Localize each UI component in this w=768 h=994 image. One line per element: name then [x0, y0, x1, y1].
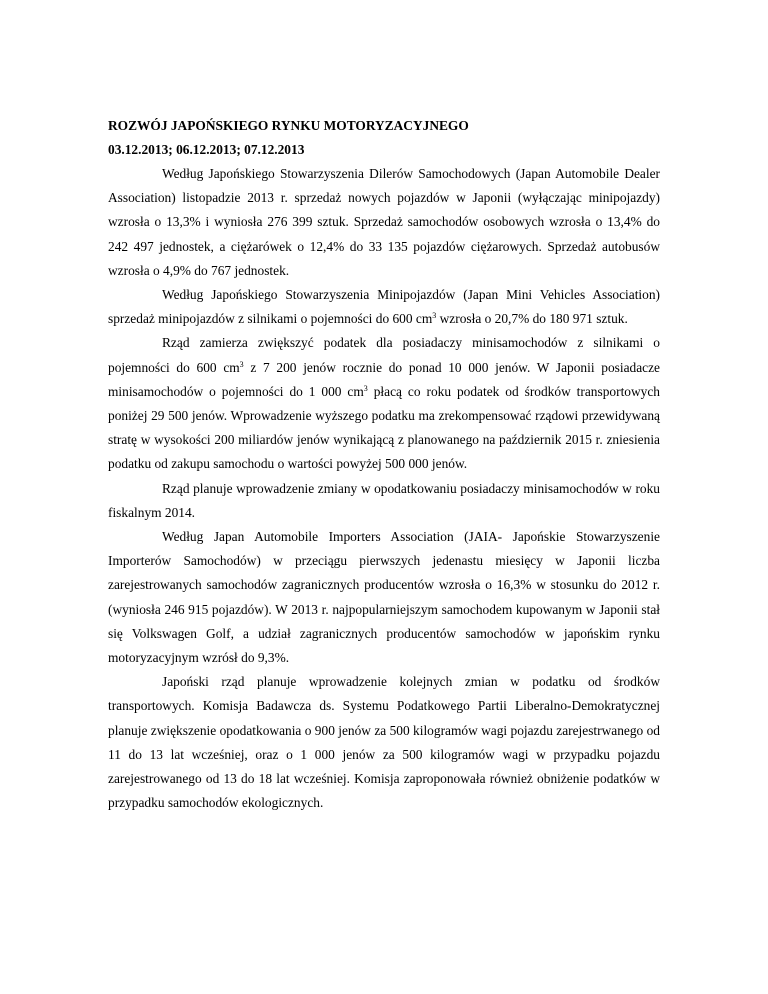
paragraph-transport-tax: Japoński rząd planuje wprowadzenie kolejnych zmian w podatku od środków transportowych. Komisja Badawcza ds. Systemu Podatkowego Partii Liberalno-Demokratycznej planuje zwiększenie opodatkowania o 900 jenów za 500 kilogramów wagi pojazdu zarejestrwanego od 11 do 13 lat wcześniej, oraz o 1 000 jenów za 500 kilogramów wagi w przypadku pojazdu zarejestrowanego od 13 do 18 lat wcześniej. Komisja zaproponowała również obniżenie podatków w przypadku samochodów ekologicznych. [108, 674, 660, 811]
paragraph-text: wzrosła o 20,7% do 180 971 sztuk. [436, 311, 628, 327]
paragraph-tax-increase [108, 331, 660, 476]
superscript: 3 [363, 383, 368, 393]
paragraph-dealer-sales: Według Japońskiego Stowarzyszenia Dilerów Samochodowych (Japan Automobile Dealer Association) listopadzie 2013 r. sprzedaż nowych pojazdów w Japonii (wyłączając minipojazdy) wzrosła o 13,3% i wyniosła 276 399 sztuk. Sprzedaż samochodów osobowych wzrosła o 13,4% do 242 497 jednostek, a ciężarówek o 12,4% do 33 135 pojazdów ciężarowych. Sprzedaż autobusów wzrosła o 4,9% do 767 jednostek. [108, 166, 660, 278]
paragraph-mini-vehicles [108, 283, 660, 331]
paragraph-importers: Według Japan Automobile Importers Association (JAIA- Japońskie Stowarzyszenie Importerów Samochodów) w przeciągu pierwszych jedenastu miesięcy w Japonii liczba zarejestrowanych samochodów zagranicznych producentów wzrosła o 16,3% w stosunku do 2012 r. (wyniosła 246 915 pojazdów). W 2013 r. najpopularniejszym samochodem kupowanym w Japonii stał się Volkswagen Golf, a udział zagranicznych producentów samochodów w japońskim rynku motoryzacyjnym wzrósł do 9,3%. [108, 529, 660, 666]
document-dates: 03.12.2013; 06.12.2013; 07.12.2013 [108, 142, 305, 157]
paragraph-text: płacą co roku podatek od środków transportowych poniżej 29 500 jenów. Wprowadzenie wyższego podatku ma zrekompensować rządowi przewidywaną stratę w wysokości 200 miliardów jenów wynikającą z planowanego na październik 2015 r. zniesienia podatku od zakupu samochodu o wartości powyżej 500 000 jenów. [108, 383, 660, 472]
paragraph-text: z 7 200 jenów rocznie do ponad 10 000 jenów. W Japonii posiadacze minisamochodów o pojemności do 1 000 cm [108, 359, 660, 399]
superscript: 3 [432, 311, 437, 321]
document-page [108, 114, 660, 815]
document-title: ROZWÓJ JAPOŃSKIEGO RYNKU MOTORYZACYJNEGO [108, 118, 469, 133]
superscript: 3 [239, 359, 244, 369]
paragraph-text: Rząd zamierza zwiększyć podatek dla posiadaczy minisamochodów z silnikami o pojemności do 600 cm [108, 335, 660, 375]
paragraph-text: Według Japońskiego Stowarzyszenia Minipojazdów (Japan Mini Vehicles Association) sprzedaż minipojazdów z silnikami o pojemności do 600 cm [108, 287, 660, 327]
paragraph-fiscal-year: Rząd planuje wprowadzenie zmiany w opodatkowaniu posiadaczy minisamochodów w roku fiskalnym 2014. [108, 480, 660, 520]
